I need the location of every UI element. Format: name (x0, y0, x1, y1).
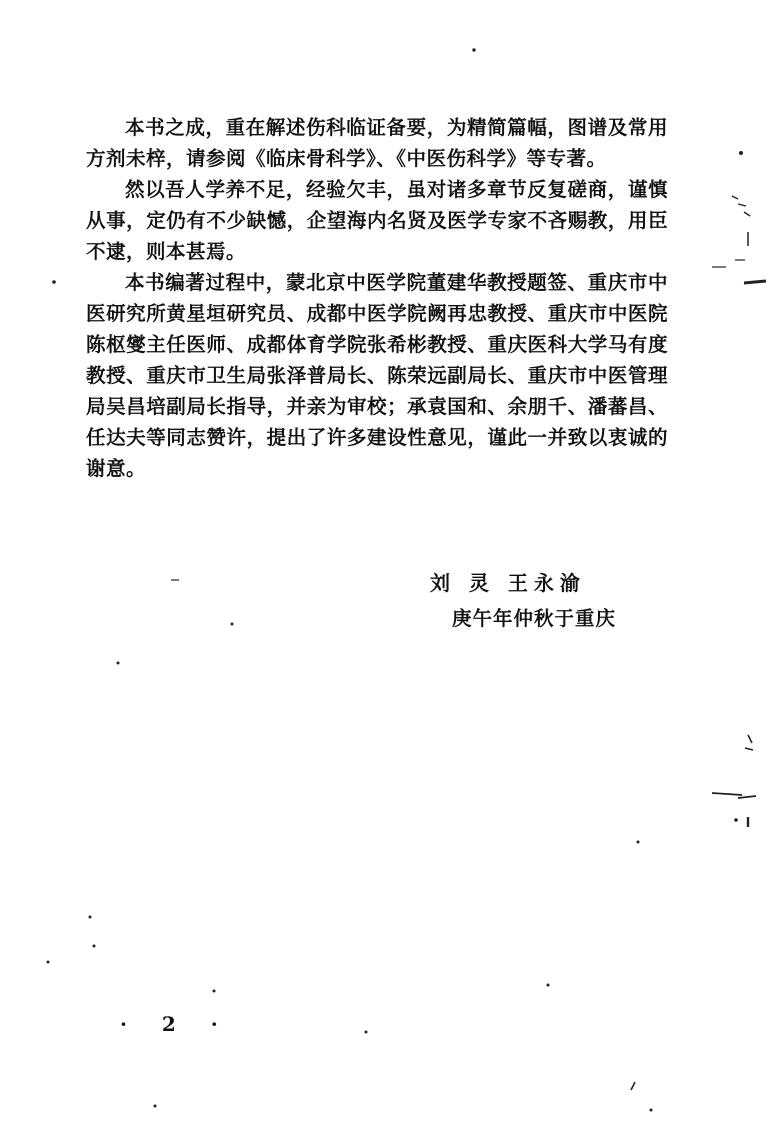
signature-date: 庚午年仲秋于重庆 (452, 607, 617, 630)
paragraph-3: 本书编著过程中，蒙北京中医学院董建华教授题签、重庆市中医研究所黄星垣研究员、成都中医学院阙再忠教授、重庆市中医院陈枢燮主任医师、成都体育学院张希彬教授、重庆医科大学马有度教授、重庆市卫生局张泽普局长、陈荣远副局长、重庆市中医管理局吴昌培副局长指导，并亲为审校；承袁国和、余朋千、潘蕃昌、任达夫等同志赞许，提出了许多建设性意见，谨此一并致以衷诚的谢意。 (86, 271, 668, 480)
paragraph-1: 本书之成，重在解述伤科临证备要，为精简篇幅，图谱及常用方剂未梓，请参阅《临床骨科学》、《中医伤科学》等专著。 (86, 116, 668, 170)
author-signature: 刘 灵 王永渝 (430, 571, 586, 595)
preface-body (86, 112, 668, 484)
paragraph-2: 然以吾人学养不足，经验欠丰，虽对诸多章节反复磋商，谨慎从事，定仍有不少缺憾，企望海内名贤及医学专家不吝赐教，用臣不逮，则本甚焉。 (86, 178, 668, 263)
page-number: · 2 · (120, 1012, 232, 1036)
